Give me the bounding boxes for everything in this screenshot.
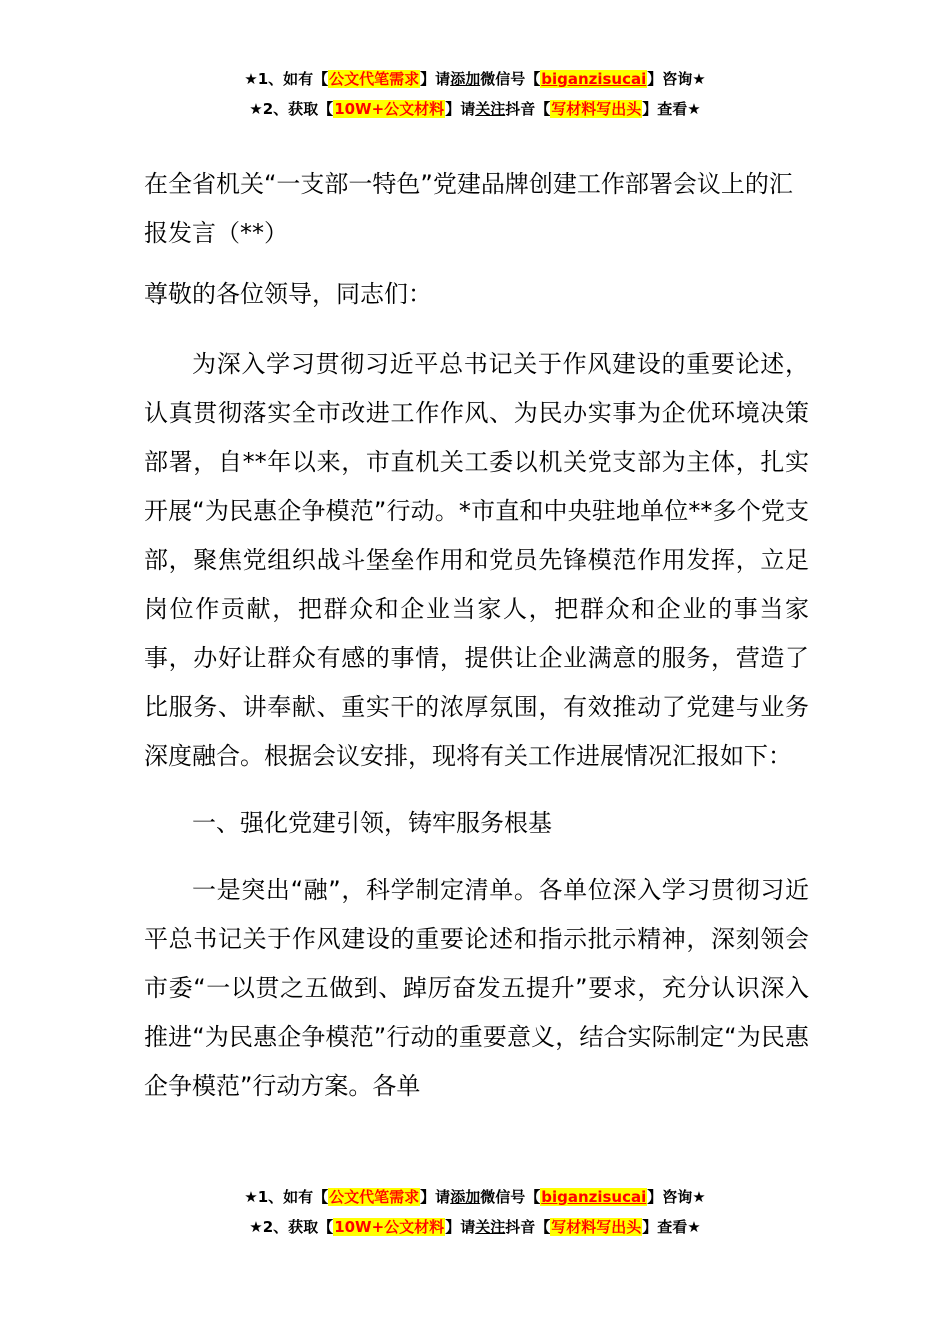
banner-text: ★1、如有【 bbox=[244, 70, 329, 88]
section-heading: 一、强化党建引领，铸牢服务根基 bbox=[192, 809, 552, 837]
emphasis-text: 添加 bbox=[450, 70, 481, 88]
banner-text: 抖音【 bbox=[505, 1218, 551, 1236]
banner-line-1 bbox=[0, 1186, 950, 1216]
document-body bbox=[144, 340, 809, 1111]
wechat-id: biganzisucai bbox=[541, 1188, 647, 1206]
banner-text: ★2、获取【 bbox=[249, 100, 334, 118]
banner-line-2 bbox=[0, 1216, 950, 1246]
banner-text: 抖音【 bbox=[505, 100, 551, 118]
banner-text: 微信号【 bbox=[480, 70, 541, 88]
banner-text: 】查看★ bbox=[642, 1218, 701, 1236]
banner-text: 】请 bbox=[445, 100, 476, 118]
banner-line-2 bbox=[0, 98, 950, 128]
document-title-block bbox=[144, 160, 809, 258]
greeting-block bbox=[144, 270, 809, 319]
emphasis-text: 关注 bbox=[475, 100, 506, 118]
highlight-text: 公文代笔需求 bbox=[329, 70, 420, 88]
spacer bbox=[144, 781, 809, 799]
header-banner bbox=[0, 68, 950, 128]
footer-banner bbox=[0, 1186, 950, 1246]
banner-text: ★1、如有【 bbox=[244, 1188, 329, 1206]
paragraph: 为深入学习贯彻习近平总书记关于作风建设的重要论述，认真贯彻落实全市改进工作作风、为民办实事为企优环境决策部署，自**年以来，市直机关工委以机关党支部为主体，扎实开展“为民惠企争模范”行动。*市直和中央驻地单位**多个党支部，聚焦党组织战斗堡垒作用和党员先锋模范作用发挥，立足岗位作贡献，把群众和企业当家人，把群众和企业的事当家事，办好让群众有感的事情，提供让企业满意的服务，营造了比服务、讲奉献、重实干的浓厚氛围，有效推动了党建与业务深度融合。根据会议安排，现将有关工作进展情况汇报如下： bbox=[144, 350, 809, 770]
banner-text: 】咨询★ bbox=[647, 70, 706, 88]
banner-text: 】请 bbox=[420, 70, 451, 88]
banner-text: 】请 bbox=[445, 1218, 476, 1236]
highlight-text: 10W+公文材料 bbox=[334, 100, 445, 118]
banner-text: 】请 bbox=[420, 1188, 451, 1206]
douyin-id: 写材料写出头 bbox=[551, 100, 642, 118]
spacer bbox=[144, 848, 809, 866]
banner-text: 微信号【 bbox=[480, 1188, 541, 1206]
banner-line-1 bbox=[0, 68, 950, 98]
emphasis-text: 关注 bbox=[475, 1218, 506, 1236]
highlight-text: 公文代笔需求 bbox=[329, 1188, 420, 1206]
document-title: 在全省机关“一支部一特色”党建品牌创建工作部署会议上的汇报发言（**） bbox=[144, 170, 793, 247]
wechat-id: biganzisucai bbox=[541, 70, 647, 88]
greeting: 尊敬的各位领导，同志们： bbox=[144, 280, 432, 308]
banner-text: 】咨询★ bbox=[647, 1188, 706, 1206]
banner-text: 】查看★ bbox=[642, 100, 701, 118]
highlight-text: 10W+公文材料 bbox=[334, 1218, 445, 1236]
paragraph: 一是突出“融”，科学制定清单。各单位深入学习贯彻习近平总书记关于作风建设的重要论述和指示批示精神，深刻领会市委“一以贯之五做到、踔厉奋发五提升”要求，充分认识深入推进“为民惠企争模范”行动的重要意义，结合实际制定“为民惠企争模范”行动方案。各单 bbox=[144, 876, 809, 1100]
douyin-id: 写材料写出头 bbox=[551, 1218, 642, 1236]
banner-text: ★2、获取【 bbox=[249, 1218, 334, 1236]
emphasis-text: 添加 bbox=[450, 1188, 481, 1206]
